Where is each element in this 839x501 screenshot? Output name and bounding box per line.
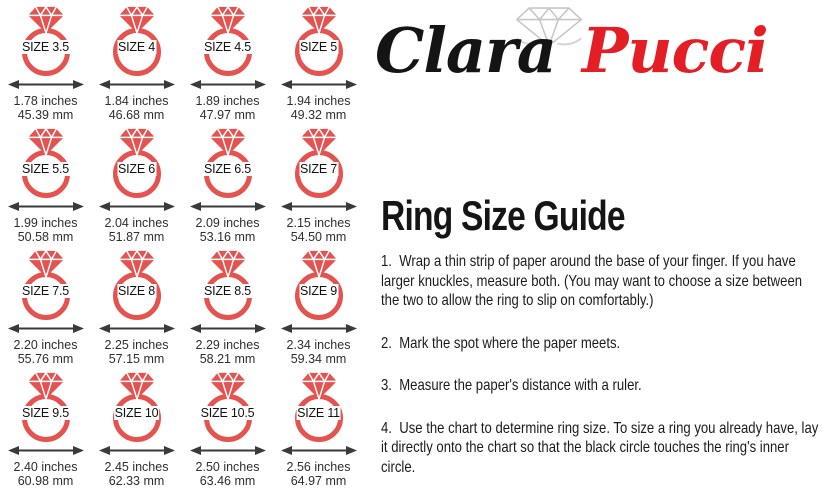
ring-illustration (6, 372, 86, 442)
ring-illustration (6, 250, 86, 320)
ring-measurements (105, 339, 169, 366)
ring-illustration (188, 372, 268, 442)
measurement-inches: 1.89 inches (195, 94, 260, 108)
ring-measurements (287, 461, 351, 488)
ring-size-label: SIZE 4.5 (203, 40, 252, 54)
ring-measurements (14, 95, 78, 122)
ring-size-cell (273, 246, 364, 368)
ring-size-chart (0, 2, 372, 490)
diameter-arrow-icon (190, 444, 266, 457)
diameter-arrow-icon (281, 444, 357, 457)
ring-illustration (279, 372, 359, 442)
gem-diamond-icon (118, 6, 156, 34)
ring-size-label: SIZE 3.5 (21, 40, 70, 54)
ring-measurements (14, 339, 78, 366)
ring-size-cell (91, 124, 182, 246)
ring-size-cell (0, 246, 91, 368)
gem-diamond-icon (118, 372, 156, 400)
ring-size-cell (0, 368, 91, 490)
brand-logo (372, 0, 839, 115)
ring-size-label: SIZE 8.5 (203, 284, 252, 298)
ring-size-label: SIZE 10 (114, 406, 159, 420)
gem-diamond-icon (27, 372, 65, 400)
ring-measurements (287, 339, 351, 366)
gem-diamond-icon (118, 250, 156, 278)
diameter-arrow-icon (190, 78, 266, 91)
measurement-inches: 2.34 inches (286, 338, 351, 352)
measurement-mm: 57.15 mm (108, 351, 165, 366)
ring-size-cell (91, 2, 182, 124)
ring-illustration (279, 6, 359, 76)
ring-measurements (196, 339, 260, 366)
ring-measurements (14, 461, 78, 488)
diameter-arrow-icon (8, 322, 84, 335)
ring-size-cell (273, 368, 364, 490)
ring-size-cell (182, 2, 273, 124)
measurement-inches: 2.56 inches (286, 460, 351, 474)
guide-title: Ring Size Guide (381, 192, 625, 239)
measurement-inches: 2.29 inches (195, 338, 260, 352)
ring-measurements (14, 217, 78, 244)
measurement-mm: 58.21 mm (199, 351, 256, 366)
measurement-inches: 2.50 inches (195, 460, 260, 474)
ring-illustration (188, 128, 268, 198)
ring-measurements (105, 461, 169, 488)
measurement-mm: 62.33 mm (108, 473, 165, 488)
gem-diamond-icon (118, 128, 156, 156)
ring-illustration (97, 128, 177, 198)
ring-size-cell (273, 2, 364, 124)
measurement-mm: 53.16 mm (199, 229, 256, 244)
ring-measurements (105, 95, 169, 122)
ring-illustration (97, 372, 177, 442)
brand-name (375, 14, 768, 87)
diameter-arrow-icon (8, 78, 84, 91)
measurement-inches: 2.09 inches (195, 216, 260, 230)
ring-size-label: SIZE 6 (117, 162, 156, 176)
diameter-arrow-icon (281, 78, 357, 91)
measurement-mm: 55.76 mm (17, 351, 74, 366)
diameter-arrow-icon (99, 322, 175, 335)
brand-name-pucci: Pucci (581, 14, 768, 87)
ring-measurements (287, 217, 351, 244)
ring-size-cell (182, 124, 273, 246)
guide-step: 3. Measure the paper's distance with a ruler. (381, 377, 642, 394)
diameter-arrow-icon (99, 78, 175, 91)
ring-size-cell (0, 124, 91, 246)
gem-diamond-icon (209, 128, 247, 156)
measurement-mm: 47.97 mm (199, 107, 256, 122)
gem-diamond-icon (27, 6, 65, 34)
ring-size-label: SIZE 9.5 (21, 406, 70, 420)
diameter-arrow-icon (281, 200, 357, 213)
measurement-inches: 2.04 inches (104, 216, 169, 230)
ring-size-label: SIZE 4 (117, 40, 156, 54)
measurement-mm: 51.87 mm (108, 229, 165, 244)
ring-size-label: SIZE 9 (299, 284, 338, 298)
ring-size-label: SIZE 7 (299, 162, 338, 176)
measurement-mm: 49.32 mm (290, 107, 347, 122)
ring-illustration (188, 6, 268, 76)
measurement-inches: 2.25 inches (104, 338, 169, 352)
diameter-arrow-icon (281, 322, 357, 335)
ring-illustration (279, 250, 359, 320)
ring-illustration (6, 128, 86, 198)
measurement-inches: 2.15 inches (286, 216, 351, 230)
measurement-mm: 63.46 mm (199, 473, 256, 488)
guide-step: 1. Wrap a thin strip of paper around the base of your finger. If you have larger knuckles, measure both. (You may want to choose a size between the two to allow the ring to slip on comfortably.) (381, 253, 806, 309)
measurement-inches: 2.45 inches (104, 460, 169, 474)
gem-diamond-icon (27, 250, 65, 278)
ring-size-cell (91, 246, 182, 368)
diameter-arrow-icon (99, 444, 175, 457)
measurement-mm: 54.50 mm (290, 229, 347, 244)
guide-steps (381, 252, 822, 500)
gem-diamond-icon (300, 6, 338, 34)
diameter-arrow-icon (99, 200, 175, 213)
gem-diamond-icon (209, 372, 247, 400)
ring-size-label: SIZE 7.5 (21, 284, 70, 298)
measurement-inches: 1.99 inches (13, 216, 78, 230)
diameter-arrow-icon (190, 200, 266, 213)
guide-step: 4. Use the chart to determine ring size. To size a ring you already have, lay it directly onto the chart so that the black circle touches the ring's inner circle. (381, 419, 822, 476)
measurement-mm: 50.58 mm (17, 229, 74, 244)
ring-size-label: SIZE 11 (297, 406, 340, 420)
ring-measurements (287, 95, 351, 122)
ring-size-label: SIZE 10.5 (200, 406, 255, 420)
measurement-mm: 46.68 mm (108, 107, 165, 122)
measurement-inches: 2.20 inches (13, 338, 78, 352)
measurement-mm: 64.97 mm (290, 473, 347, 488)
ring-illustration (97, 250, 177, 320)
ring-size-cell (273, 124, 364, 246)
ring-size-label: SIZE 6.5 (203, 162, 252, 176)
brand-name-clara: Clara (375, 14, 556, 87)
measurement-inches: 1.84 inches (104, 94, 169, 108)
measurement-mm: 60.98 mm (17, 473, 74, 488)
measurement-inches: 2.40 inches (13, 460, 78, 474)
ring-size-label: SIZE 5 (299, 40, 338, 54)
ring-illustration (6, 6, 86, 76)
gem-diamond-icon (300, 372, 338, 400)
ring-size-label: SIZE 5.5 (21, 162, 70, 176)
diameter-arrow-icon (190, 322, 266, 335)
gem-diamond-icon (300, 128, 338, 156)
measurement-inches: 1.78 inches (13, 94, 78, 108)
measurement-mm: 59.34 mm (290, 351, 347, 366)
ring-size-cell (182, 246, 273, 368)
guide-step: 2. Mark the spot where the paper meets. (381, 334, 621, 352)
measurement-mm: 45.39 mm (17, 107, 74, 122)
ring-size-cell (182, 368, 273, 490)
ring-size-label: SIZE 8 (117, 284, 156, 298)
ring-measurements (196, 217, 260, 244)
diameter-arrow-icon (8, 444, 84, 457)
gem-diamond-icon (209, 250, 247, 278)
gem-diamond-icon (27, 128, 65, 156)
diameter-arrow-icon (8, 200, 84, 213)
ring-measurements (105, 217, 169, 244)
ring-illustration (97, 6, 177, 76)
measurement-inches: 1.94 inches (286, 94, 351, 108)
gem-diamond-icon (300, 250, 338, 278)
gem-diamond-icon (209, 6, 247, 34)
ring-size-cell (0, 2, 91, 124)
ring-measurements (196, 95, 260, 122)
ring-illustration (279, 128, 359, 198)
ring-measurements (196, 461, 260, 488)
ring-illustration (188, 250, 268, 320)
ring-size-cell (91, 368, 182, 490)
